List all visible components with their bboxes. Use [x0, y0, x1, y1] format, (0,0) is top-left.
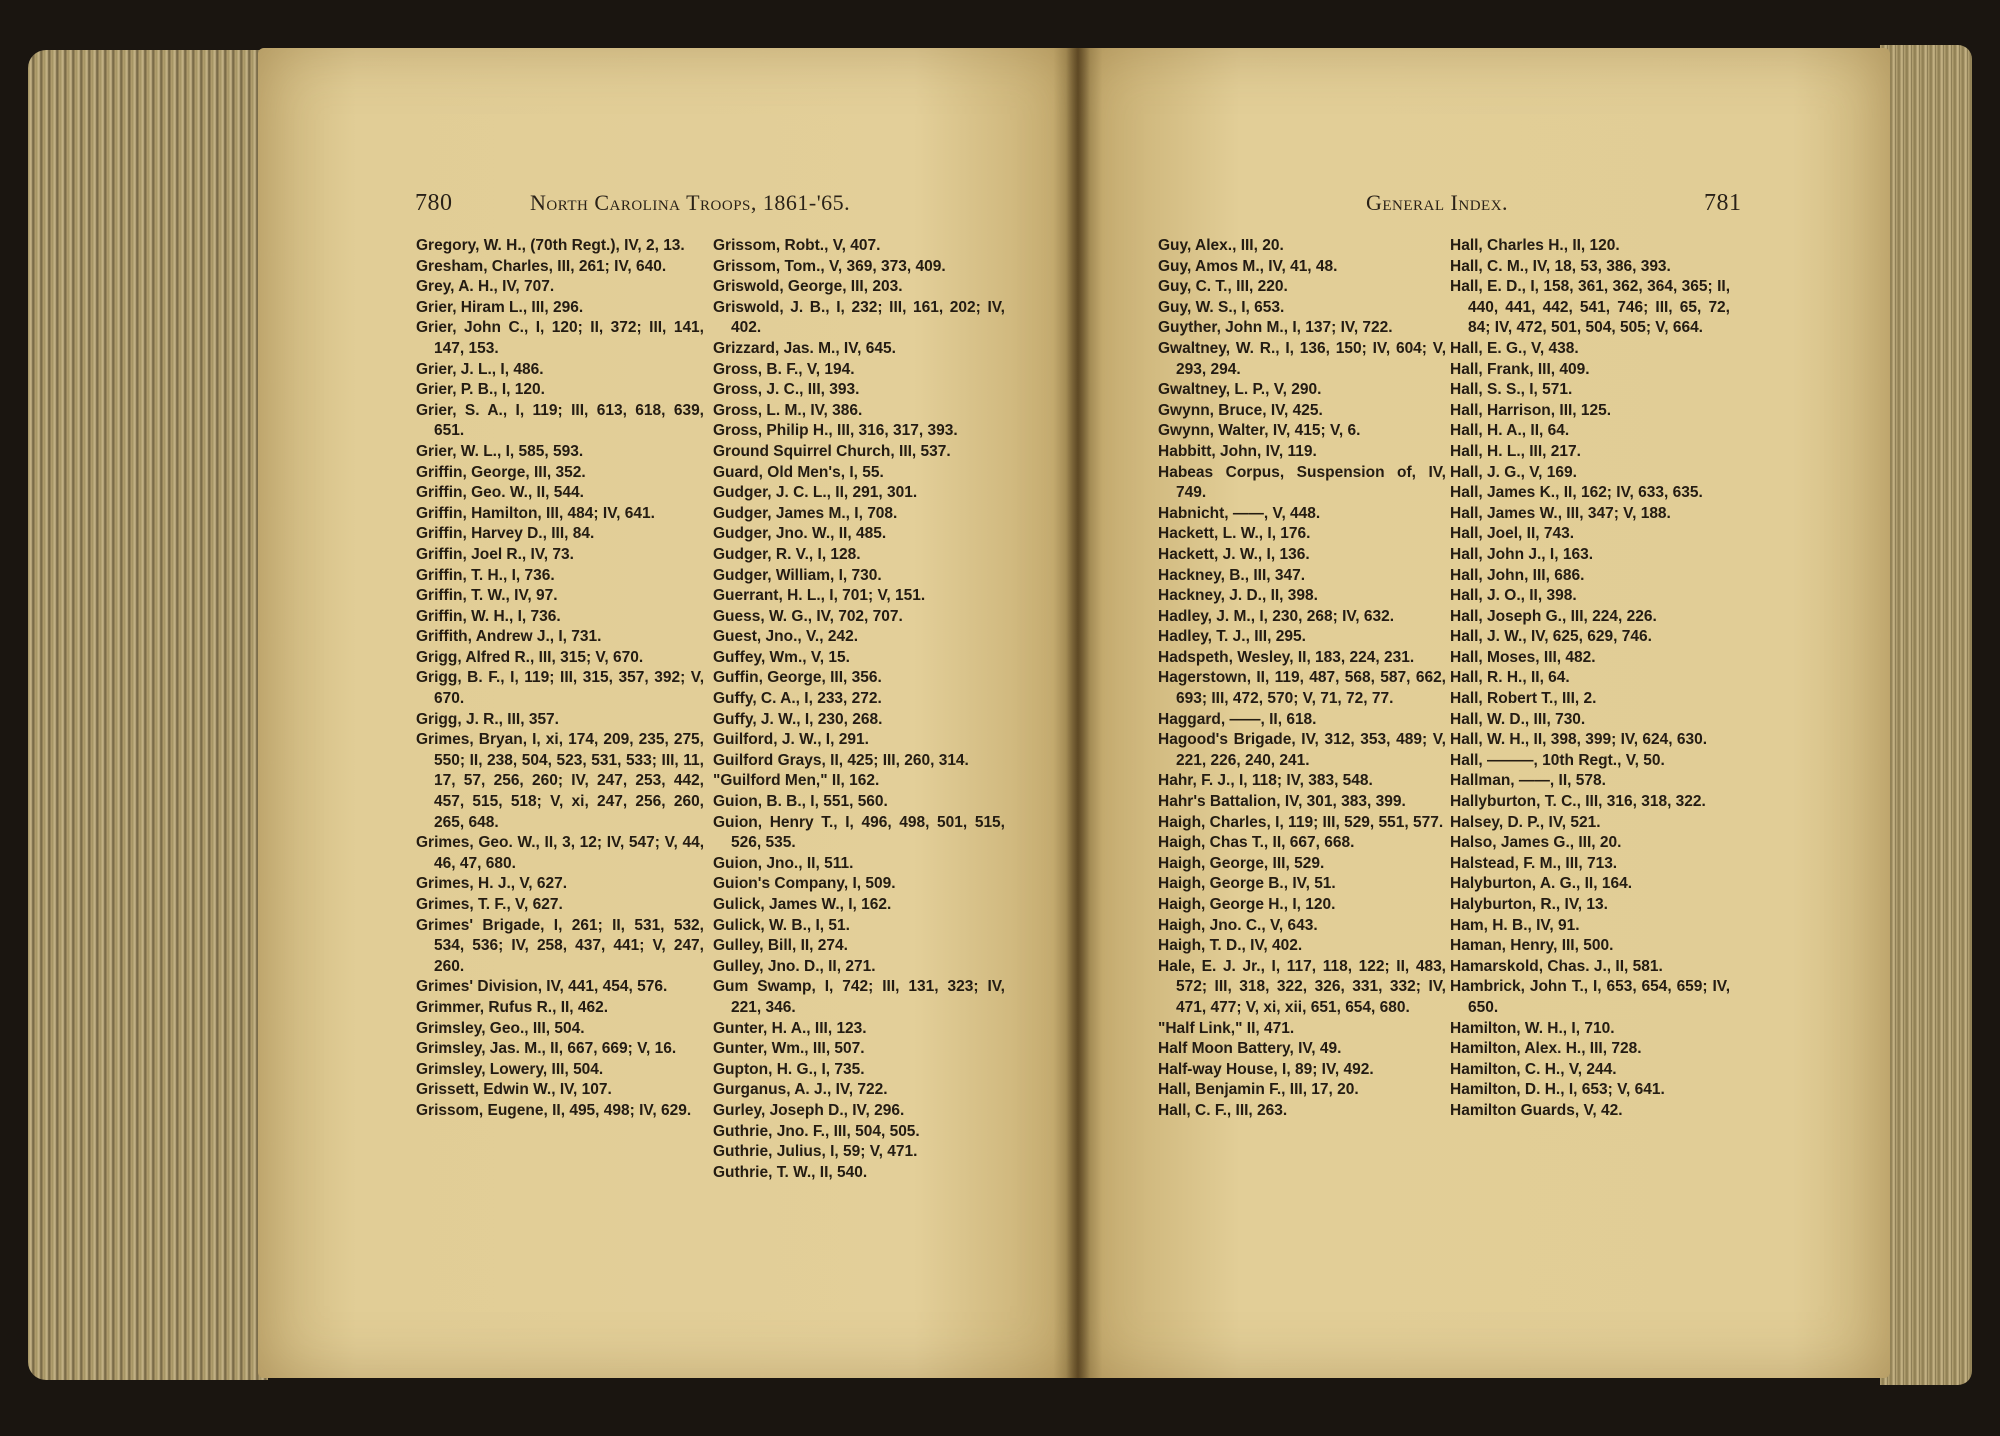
- index-entry: "Guilford Men," II, 162.: [713, 772, 880, 790]
- index-entry: Hall, W. D., III, 730.: [1450, 710, 1586, 728]
- index-entry: Guion, Jno., II, 511.: [713, 854, 854, 872]
- index-entry: Grimsley, Lowery, III, 504.: [416, 1060, 604, 1078]
- right-page-number: 781: [1704, 190, 1742, 216]
- index-entry: Gross, B. F., V, 194.: [713, 360, 855, 378]
- index-entry: Hale, E. J. Jr., I, 117, 118, 122; II, 483, 572; III, 318, 322, 326, 331, 332; IV, 471, 477; V, xi, xii, 651, 654, 680.: [1158, 957, 1446, 1016]
- index-entry: Gum Swamp, I, 742; III, 131, 323; IV, 221, 346.: [713, 978, 1005, 1016]
- index-entry: Hadley, T. J., III, 295.: [1158, 628, 1306, 646]
- index-entry: Grimes, Geo. W., II, 3, 12; IV, 547; V, 44, 46, 47, 680.: [416, 834, 704, 872]
- index-entry: Ham, H. B., IV, 91.: [1450, 916, 1580, 934]
- index-entry: Gulick, W. B., I, 51.: [713, 916, 850, 934]
- index-entry: Gudger, R. V., I, 128.: [713, 545, 861, 563]
- index-entry: Grissom, Robt., V, 407.: [713, 237, 881, 254]
- index-entry: Hallman, ——, II, 578.: [1450, 772, 1606, 790]
- index-entry: Habnicht, ——, V, 448.: [1158, 504, 1321, 522]
- index-entry: Grier, W. L., I, 585, 593.: [416, 442, 584, 460]
- index-entry: Guion, Henry T., I, 496, 498, 501, 515, 526, 535.: [713, 813, 1005, 852]
- index-entry: Gudger, Jno. W., II, 485.: [713, 525, 887, 543]
- index-entry: Haman, Henry, III, 500.: [1450, 937, 1614, 955]
- index-entry: Grimes' Brigade, I, 261; II, 531, 532, 534, 536; IV, 258, 437, 441; V, 247, 260.: [416, 916, 704, 975]
- index-entry: Guilford Grays, II, 425; III, 260, 314.: [713, 751, 969, 769]
- index-entry: Hall, E. G., V, 438.: [1450, 339, 1579, 357]
- index-entry: Guerrant, H. L., I, 701; V, 151.: [713, 587, 926, 605]
- index-entry: Hagerstown, II, 119, 487, 568, 587, 662, 693; III, 472, 570; V, 71, 72, 77.: [1158, 669, 1446, 708]
- index-entry: Gunter, H. A., III, 123.: [713, 1019, 867, 1037]
- index-entry: Haigh, George B., IV, 51.: [1158, 875, 1336, 893]
- left-page-title: North Carolina Troops, 1861-'65.: [530, 190, 851, 215]
- index-entry: Halsey, D. P., IV, 521.: [1450, 813, 1601, 831]
- index-entry: Haigh, Jno. C., V, 643.: [1158, 916, 1318, 934]
- index-entry: Hamilton, Alex. H., III, 728.: [1450, 1040, 1642, 1058]
- index-entry: Haigh, Chas T., II, 667, 668.: [1158, 834, 1355, 852]
- index-entry: Hambrick, John T., I, 653, 654, 659; IV, 650.: [1450, 978, 1730, 1016]
- index-entry: Haggard, ——, II, 618.: [1158, 710, 1317, 728]
- index-entry: Gross, L. M., IV, 386.: [713, 401, 863, 419]
- index-entry: Hackney, B., III, 347.: [1158, 566, 1306, 584]
- index-entry: Hall, Joel, II, 743.: [1450, 525, 1575, 543]
- index-entry: Gulley, Jno. D., II, 271.: [713, 957, 876, 975]
- index-entry: Ground Squirrel Church, III, 537.: [713, 442, 951, 460]
- index-entry: Hall, R. H., II, 64.: [1450, 669, 1570, 687]
- index-entry: Hall, Moses, III, 482.: [1450, 648, 1596, 666]
- index-entry: Hall, J. G., V, 169.: [1450, 463, 1577, 481]
- index-entry: Griffin, T. H., I, 736.: [416, 566, 555, 584]
- index-entry: Hadley, J. M., I, 230, 268; IV, 632.: [1158, 607, 1395, 625]
- index-entry: Grimes, Bryan, I, xi, 174, 209, 235, 275, 550; II, 238, 504, 523, 531, 533; III, 11, 17, 57, 256, 260; IV, 247, 253, 442, 457, 515, 518; V, xi, 247, 256, 260, 265, 648.: [416, 731, 704, 831]
- index-entry: Grissom, Tom., V, 369, 373, 409.: [713, 257, 946, 275]
- index-entry: Hall, W. H., II, 398, 399; IV, 624, 630.: [1450, 731, 1708, 749]
- index-entry: Haigh, George, III, 529.: [1158, 854, 1325, 872]
- book-edge-left: [28, 50, 268, 1380]
- book-gutter: [1066, 48, 1090, 1378]
- index-entry: Guess, W. G., IV, 702, 707.: [713, 607, 903, 625]
- index-entry: Half-way House, I, 89; IV, 492.: [1158, 1060, 1374, 1078]
- index-entry: Hall, John J., I, 163.: [1450, 545, 1593, 563]
- index-entry: Guyther, John M., I, 137; IV, 722.: [1158, 319, 1393, 337]
- index-column-2: [713, 236, 1005, 1183]
- index-entry: Hall, ———, 10th Regt., V, 50.: [1450, 751, 1665, 769]
- index-entry: Hall, Charles H., II, 120.: [1450, 237, 1620, 254]
- index-entry: Griffin, T. W., IV, 97.: [416, 587, 558, 605]
- index-entry: Griffith, Andrew J., I, 731.: [416, 628, 602, 646]
- index-entry: Gregory, W. H., (70th Regt.), IV, 2, 13.: [416, 237, 685, 254]
- index-entry: Gwaltney, W. R., I, 136, 150; IV, 604; V, 293, 294.: [1158, 339, 1446, 378]
- index-entry: Gurley, Joseph D., IV, 296.: [713, 1101, 905, 1119]
- book-edge-right: [1880, 45, 1972, 1385]
- index-entry: Hall, C. M., IV, 18, 53, 386, 393.: [1450, 257, 1671, 275]
- index-entry: Grimmer, Rufus R., II, 462.: [416, 998, 609, 1016]
- index-entry: Grimsley, Jas. M., II, 667, 669; V, 16.: [416, 1040, 677, 1058]
- index-entry: Haigh, George H., I, 120.: [1158, 896, 1336, 913]
- index-entry: Griswold, J. B., I, 232; III, 161, 202; IV, 402.: [713, 298, 1005, 337]
- index-entry: Griffin, George, III, 352.: [416, 463, 586, 481]
- index-entry: Hall, John, III, 686.: [1450, 566, 1585, 584]
- index-entry: Hall, H. L., III, 217.: [1450, 442, 1581, 460]
- index-entry: Hall, S. S., I, 571.: [1450, 381, 1573, 399]
- index-entry: Griffin, Geo. W., II, 544.: [416, 484, 584, 502]
- index-entry: Grimsley, Geo., III, 504.: [416, 1019, 585, 1037]
- index-entry: Gudger, J. C. L., II, 291, 301.: [713, 484, 918, 502]
- index-entry: Grigg, B. F., I, 119; III, 315, 357, 392; V, 670.: [416, 669, 704, 708]
- index-entry: Guy, Alex., III, 20.: [1158, 237, 1284, 254]
- index-entry: Hamilton, W. H., I, 710.: [1450, 1019, 1615, 1037]
- index-entry: Griffin, Hamilton, III, 484; IV, 641.: [416, 504, 655, 522]
- index-entry: Grier, P. B., I, 120.: [416, 381, 545, 399]
- index-entry: Guffey, Wm., V, 15.: [713, 648, 850, 666]
- index-entry: Guion, B. B., I, 551, 560.: [713, 793, 888, 811]
- index-entry: Gudger, James M., I, 708.: [713, 504, 898, 522]
- index-entry: Grissett, Edwin W., IV, 107.: [416, 1081, 612, 1099]
- index-entry: Guthrie, Julius, I, 59; V, 471.: [713, 1143, 918, 1161]
- index-entry: Gwaltney, L. P., V, 290.: [1158, 381, 1322, 399]
- index-entry: Grier, John C., I, 120; II, 372; III, 141, 147, 153.: [416, 319, 704, 357]
- index-entry: Grimes, T. F., V, 627.: [416, 896, 563, 913]
- index-entry: Hall, H. A., II, 64.: [1450, 422, 1570, 440]
- index-entry: Haigh, T. D., IV, 402.: [1158, 937, 1303, 955]
- index-entry: Gulley, Bill, II, 274.: [713, 937, 848, 955]
- index-entry: Gudger, William, I, 730.: [713, 566, 882, 584]
- index-entry: Hall, C. F., III, 263.: [1158, 1101, 1288, 1119]
- index-entry: Guest, Jno., V., 242.: [713, 628, 859, 646]
- index-entry: Hall, Benjamin F., III, 17, 20.: [1158, 1081, 1359, 1099]
- index-entry: Hackett, L. W., I, 176.: [1158, 525, 1311, 543]
- index-entry: Grimes, H. J., V, 627.: [416, 875, 568, 893]
- index-entry: Guffy, C. A., I, 233, 272.: [713, 690, 882, 708]
- index-entry: Gwynn, Walter, IV, 415; V, 6.: [1158, 422, 1361, 440]
- index-entry: Hall, Robert T., III, 2.: [1450, 690, 1597, 708]
- index-entry: Gunter, Wm., III, 507.: [713, 1040, 865, 1058]
- index-entry: Halyburton, A. G., II, 164.: [1450, 875, 1633, 893]
- index-entry: Gurganus, A. J., IV, 722.: [713, 1081, 888, 1099]
- index-entry: Hamilton, D. H., I, 653; V, 641.: [1450, 1081, 1665, 1099]
- index-entry: Guthrie, Jno. F., III, 504, 505.: [713, 1122, 920, 1140]
- index-entry: Hall, J. O., II, 398.: [1450, 587, 1577, 605]
- index-entry: Guffy, J. W., I, 230, 268.: [713, 710, 883, 728]
- index-entry: Gross, Philip H., III, 316, 317, 393.: [713, 422, 958, 440]
- index-entry: Hall, E. D., I, 158, 361, 362, 364, 365; II, 440, 441, 442, 541, 746; III, 65, 72, 84; IV, 472, 501, 504, 505; V, 664.: [1450, 278, 1730, 337]
- index-entry: Griffin, Joel R., IV, 73.: [416, 545, 574, 563]
- index-entry: Halso, James G., III, 20.: [1450, 834, 1622, 852]
- index-entry: Guion's Company, I, 509.: [713, 875, 896, 893]
- index-entry: Habeas Corpus, Suspension of, IV, 749.: [1158, 463, 1446, 502]
- index-entry: Halyburton, R., IV, 13.: [1450, 896, 1608, 913]
- index-entry: Grizzard, Jas. M., IV, 645.: [713, 339, 896, 357]
- index-entry: Grimes' Division, IV, 441, 454, 576.: [416, 978, 668, 996]
- index-entry: Gupton, H. G., I, 735.: [713, 1060, 865, 1078]
- index-entry: "Half Link," II, 471.: [1158, 1019, 1295, 1037]
- index-entry: Hall, Harrison, III, 125.: [1450, 401, 1612, 419]
- index-entry: Gresham, Charles, III, 261; IV, 640.: [416, 257, 667, 275]
- index-entry: Hall, Joseph G., III, 224, 226.: [1450, 607, 1657, 625]
- index-entry: Hamilton, C. H., V, 244.: [1450, 1060, 1617, 1078]
- index-entry: Guy, C. T., III, 220.: [1158, 278, 1288, 296]
- index-entry: Hall, James W., III, 347; V, 188.: [1450, 504, 1671, 522]
- index-entry: Gwynn, Bruce, IV, 425.: [1158, 401, 1323, 419]
- index-entry: Griswold, George, III, 203.: [713, 278, 903, 296]
- index-entry: Hall, J. W., IV, 625, 629, 746.: [1450, 628, 1652, 646]
- index-entry: Haigh, Charles, I, 119; III, 529, 551, 577.: [1158, 813, 1444, 831]
- index-entry: Hahr, F. J., I, 118; IV, 383, 548.: [1158, 772, 1373, 790]
- index-entry: Hall, James K., II, 162; IV, 633, 635.: [1450, 484, 1703, 502]
- index-entry: Halstead, F. M., III, 713.: [1450, 854, 1618, 872]
- left-page-number: 780: [415, 190, 453, 216]
- index-entry: Guard, Old Men's, I, 55.: [713, 463, 884, 481]
- index-entry: Hackney, J. D., II, 398.: [1158, 587, 1318, 605]
- index-entry: Hall, Frank, III, 409.: [1450, 360, 1590, 378]
- index-column-1: [416, 236, 704, 1122]
- index-entry: Hamarskold, Chas. J., II, 581.: [1450, 957, 1663, 975]
- index-entry: Guy, Amos M., IV, 41, 48.: [1158, 257, 1338, 275]
- index-entry: Hackett, J. W., I, 136.: [1158, 545, 1310, 563]
- index-entry: Hallyburton, T. C., III, 316, 318, 322.: [1450, 793, 1706, 811]
- index-entry: Hahr's Battalion, IV, 301, 383, 399.: [1158, 793, 1406, 811]
- index-entry: Hamilton Guards, V, 42.: [1450, 1101, 1623, 1119]
- index-entry: Hagood's Brigade, IV, 312, 353, 489; V, 221, 226, 240, 241.: [1158, 731, 1446, 769]
- index-entry: Gulick, James W., I, 162.: [713, 896, 892, 913]
- index-entry: Half Moon Battery, IV, 49.: [1158, 1040, 1342, 1058]
- index-entry: Hadspeth, Wesley, II, 183, 224, 231.: [1158, 648, 1415, 666]
- index-entry: Grey, A. H., IV, 707.: [416, 278, 555, 296]
- index-entry: Habbitt, John, IV, 119.: [1158, 442, 1317, 460]
- index-entry: Grigg, Alfred R., III, 315; V, 670.: [416, 648, 644, 666]
- index-entry: Gross, J. C., III, 393.: [713, 381, 860, 399]
- index-entry: Grissom, Eugene, II, 495, 498; IV, 629.: [416, 1101, 692, 1119]
- right-page-title: General Index.: [1366, 190, 1509, 215]
- index-entry: Grier, S. A., I, 119; III, 613, 618, 639, 651.: [416, 401, 704, 440]
- index-entry: Grigg, J. R., III, 357.: [416, 710, 559, 728]
- index-entry: Grier, J. L., I, 486.: [416, 360, 544, 378]
- index-entry: Guy, W. S., I, 653.: [1158, 298, 1285, 316]
- index-column-3: [1158, 236, 1446, 1122]
- index-entry: Grier, Hiram L., III, 296.: [416, 298, 584, 316]
- index-entry: Guffin, George, III, 356.: [713, 669, 882, 687]
- index-entry: Guthrie, T. W., II, 540.: [713, 1163, 868, 1181]
- index-entry: Guilford, J. W., I, 291.: [713, 731, 869, 749]
- index-entry: Griffin, W. H., I, 736.: [416, 607, 561, 625]
- index-entry: Griffin, Harvey D., III, 84.: [416, 525, 595, 543]
- index-column-4: [1450, 236, 1730, 1122]
